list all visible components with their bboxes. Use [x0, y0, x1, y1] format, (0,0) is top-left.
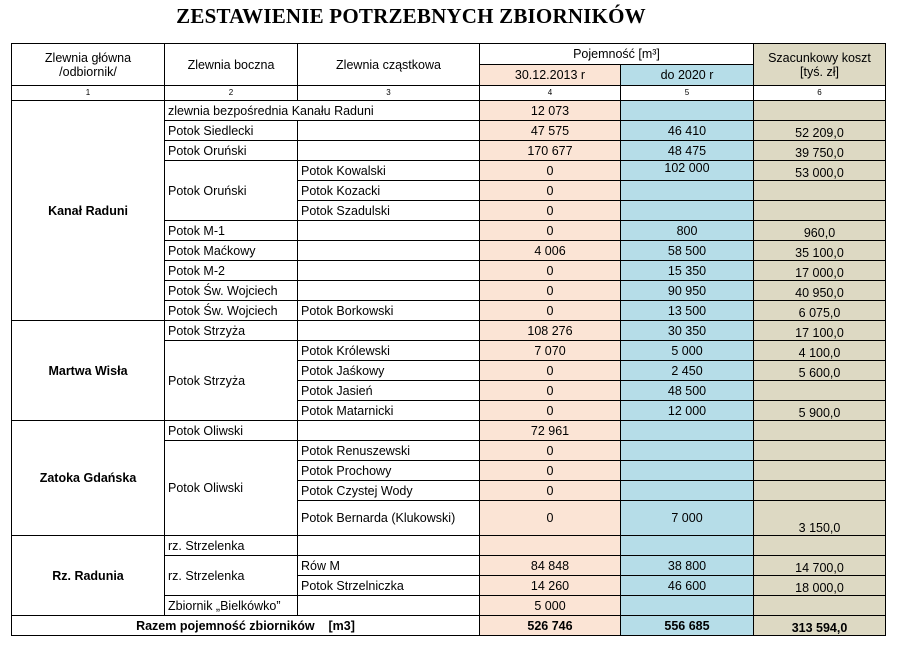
capacity-2020-cell: 58 500: [621, 241, 754, 261]
cost-cell: 17 100,0: [754, 321, 886, 341]
header-date-2020: do 2020 r: [621, 65, 754, 86]
capacity-2013-cell: 47 575: [480, 121, 621, 141]
capacity-2020-cell: 48 500: [621, 381, 754, 401]
cost-cell: [754, 201, 886, 221]
capacity-2020-cell: 102 000: [621, 161, 754, 181]
partial-catchment-cell: Potok Czystej Wody: [298, 481, 480, 501]
header-capacity: Pojemność [m³]: [480, 44, 754, 65]
partial-catchment-cell: Potok Bernarda (Klukowski): [298, 501, 480, 536]
capacity-2013-cell: 170 677: [480, 141, 621, 161]
capacity-2020-cell: 46 600: [621, 576, 754, 596]
partial-catchment-cell: [298, 536, 480, 556]
cost-cell: 3 150,0: [754, 501, 886, 536]
side-catchment-cell: Zbiornik „Bielkówko”: [165, 596, 298, 616]
side-catchment-cell: Potok Oliwski: [165, 421, 298, 441]
cost-cell: [754, 596, 886, 616]
cost-cell: 39 750,0: [754, 141, 886, 161]
capacity-2013-cell: 0: [480, 481, 621, 501]
partial-catchment-cell: Potok Matarnicki: [298, 401, 480, 421]
capacity-2020-cell: 800: [621, 221, 754, 241]
side-catchment-cell: Potok Oliwski: [165, 441, 298, 536]
capacity-2013-cell: 4 006: [480, 241, 621, 261]
cost-cell: 4 100,0: [754, 341, 886, 361]
cost-cell: 52 209,0: [754, 121, 886, 141]
group-cell: Rz. Radunia: [12, 536, 165, 616]
partial-catchment-cell: Potok Kozacki: [298, 181, 480, 201]
cost-cell: 960,0: [754, 221, 886, 241]
total-label-cell: [12, 616, 480, 636]
cost-cell: 14 700,0: [754, 556, 886, 576]
group-cell: Kanał Raduni: [12, 101, 165, 321]
capacity-2020-cell: 2 450: [621, 361, 754, 381]
cost-cell: 17 000,0: [754, 261, 886, 281]
capacity-2020-cell: [621, 101, 754, 121]
total-unit: [m3]: [328, 618, 355, 633]
table-row: [12, 421, 886, 441]
partial-catchment-cell: Potok Jasień: [298, 381, 480, 401]
column-number: 2: [165, 86, 298, 101]
capacity-2013-cell: 0: [480, 161, 621, 181]
capacity-2020-cell: 38 800: [621, 556, 754, 576]
capacity-2013-cell: 12 073: [480, 101, 621, 121]
group-cell: Zatoka Gdańska: [12, 421, 165, 536]
header-partial-catchment: Zlewnia cząstkowa: [298, 44, 480, 86]
header-main-catchment: Zlewnia główna /odbiornik/: [12, 44, 165, 86]
cost-cell: 18 000,0: [754, 576, 886, 596]
side-catchment-cell: Potok Oruński: [165, 161, 298, 221]
side-catchment-cell: Potok M-1: [165, 221, 298, 241]
capacity-2013-cell: [480, 536, 621, 556]
partial-catchment-cell: [298, 221, 480, 241]
side-catchment-cell: rz. Strzelenka: [165, 556, 298, 596]
side-catchment-cell: rz. Strzelenka: [165, 536, 298, 556]
capacity-2013-cell: 108 276: [480, 321, 621, 341]
capacity-2013-cell: 0: [480, 281, 621, 301]
cost-cell: [754, 441, 886, 461]
column-number: 1: [12, 86, 165, 101]
reservoir-table: [11, 43, 886, 636]
side-catchment-cell: Potok Św. Wojciech: [165, 301, 298, 321]
partial-catchment-cell: Potok Strzelniczka: [298, 576, 480, 596]
capacity-2020-cell: 48 475: [621, 141, 754, 161]
capacity-2020-cell: 15 350: [621, 261, 754, 281]
capacity-2013-cell: 0: [480, 381, 621, 401]
cost-cell: [754, 181, 886, 201]
header-date-2013: 30.12.2013 r: [480, 65, 621, 86]
cost-cell: 5 600,0: [754, 361, 886, 381]
partial-catchment-cell: [298, 261, 480, 281]
capacity-2013-cell: 0: [480, 261, 621, 281]
cost-cell: 40 950,0: [754, 281, 886, 301]
capacity-2020-cell: [621, 596, 754, 616]
capacity-2013-cell: 0: [480, 301, 621, 321]
side-catchment-cell: Potok Strzyża: [165, 321, 298, 341]
cost-cell: 35 100,0: [754, 241, 886, 261]
header-cost: Szacunkowy koszt [tyś. zł]: [754, 44, 886, 86]
capacity-2013-cell: 0: [480, 361, 621, 381]
capacity-2013-cell: 0: [480, 461, 621, 481]
partial-catchment-cell: Rów M: [298, 556, 480, 576]
side-catchment-cell: Potok Św. Wojciech: [165, 281, 298, 301]
capacity-2013-cell: 0: [480, 201, 621, 221]
side-catchment-cell: zlewnia bezpośrednia Kanału Raduni: [165, 101, 480, 121]
partial-catchment-cell: Potok Szadulski: [298, 201, 480, 221]
cost-cell: 53 000,0: [754, 161, 886, 181]
capacity-2020-cell: [621, 181, 754, 201]
capacity-2020-cell: 90 950: [621, 281, 754, 301]
partial-catchment-cell: Potok Prochowy: [298, 461, 480, 481]
capacity-2020-cell: 7 000: [621, 501, 754, 536]
capacity-2020-cell: [621, 421, 754, 441]
page-title: ZESTAWIENIE POTRZEBNYCH ZBIORNIKÓW: [176, 4, 646, 28]
partial-catchment-cell: Potok Borkowski: [298, 301, 480, 321]
capacity-2013-cell: 0: [480, 221, 621, 241]
capacity-2013-cell: 0: [480, 401, 621, 421]
partial-catchment-cell: [298, 421, 480, 441]
total-row: [12, 616, 886, 636]
capacity-2020-cell: [621, 441, 754, 461]
table-row: [12, 536, 886, 556]
total-capacity-2020: 556 685: [621, 616, 754, 636]
header-side-catchment: Zlewnia boczna: [165, 44, 298, 86]
capacity-2013-cell: 84 848: [480, 556, 621, 576]
capacity-2013-cell: 7 070: [480, 341, 621, 361]
total-capacity-2013: 526 746: [480, 616, 621, 636]
side-catchment-cell: Potok Siedlecki: [165, 121, 298, 141]
side-catchment-cell: Potok Maćkowy: [165, 241, 298, 261]
column-number: 6: [754, 86, 886, 101]
capacity-2020-cell: [621, 461, 754, 481]
table-row: [12, 101, 886, 121]
total-label: Razem pojemność zbiorników: [136, 618, 315, 633]
capacity-2020-cell: 12 000: [621, 401, 754, 421]
partial-catchment-cell: [298, 121, 480, 141]
capacity-2020-cell: 46 410: [621, 121, 754, 141]
capacity-2013-cell: 14 260: [480, 576, 621, 596]
column-number: 4: [480, 86, 621, 101]
capacity-2020-cell: 13 500: [621, 301, 754, 321]
capacity-2013-cell: 0: [480, 441, 621, 461]
capacity-2020-cell: [621, 481, 754, 501]
side-catchment-cell: Potok Strzyża: [165, 341, 298, 421]
partial-catchment-cell: Potok Kowalski: [298, 161, 480, 181]
cost-cell: [754, 536, 886, 556]
capacity-2013-cell: 0: [480, 181, 621, 201]
capacity-2020-cell: [621, 201, 754, 221]
partial-catchment-cell: Potok Jaśkowy: [298, 361, 480, 381]
capacity-2020-cell: [621, 536, 754, 556]
capacity-2013-cell: 0: [480, 501, 621, 536]
capacity-2013-cell: 5 000: [480, 596, 621, 616]
capacity-2020-cell: 30 350: [621, 321, 754, 341]
partial-catchment-cell: [298, 241, 480, 261]
partial-catchment-cell: Potok Renuszewski: [298, 441, 480, 461]
cost-cell: [754, 421, 886, 441]
capacity-2013-cell: 72 961: [480, 421, 621, 441]
total-cost: 313 594,0: [754, 616, 886, 636]
cost-cell: 6 075,0: [754, 301, 886, 321]
column-number: 5: [621, 86, 754, 101]
partial-catchment-cell: [298, 281, 480, 301]
partial-catchment-cell: [298, 596, 480, 616]
cost-cell: 5 900,0: [754, 401, 886, 421]
column-number: 3: [298, 86, 480, 101]
partial-catchment-cell: Potok Królewski: [298, 341, 480, 361]
side-catchment-cell: Potok Oruński: [165, 141, 298, 161]
side-catchment-cell: Potok M-2: [165, 261, 298, 281]
capacity-2020-cell: 5 000: [621, 341, 754, 361]
group-cell: Martwa Wisła: [12, 321, 165, 421]
cost-cell: [754, 381, 886, 401]
partial-catchment-cell: [298, 141, 480, 161]
cost-cell: [754, 461, 886, 481]
table-row: [12, 321, 886, 341]
cost-cell: [754, 101, 886, 121]
cost-cell: [754, 481, 886, 501]
partial-catchment-cell: [298, 321, 480, 341]
